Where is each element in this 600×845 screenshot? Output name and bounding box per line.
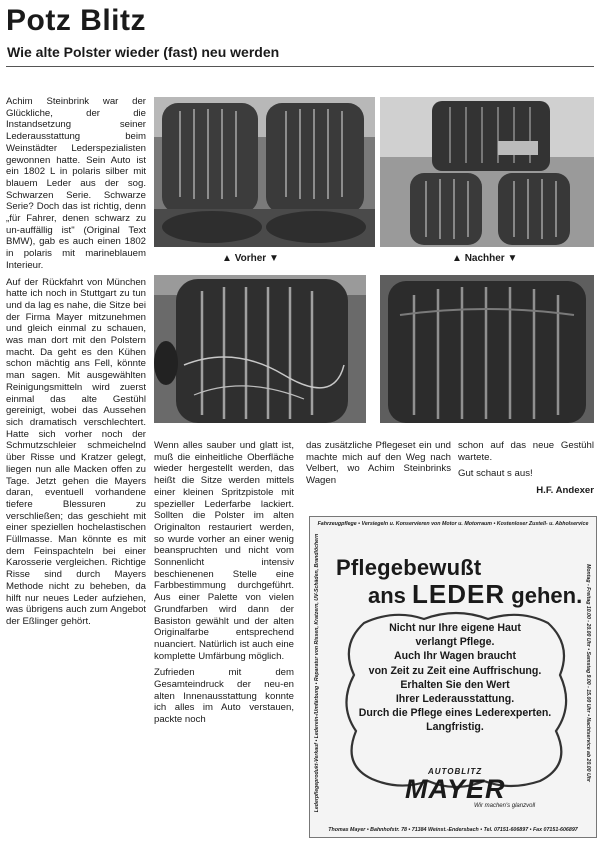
advertisement-box bbox=[309, 516, 597, 838]
ad-body-line: Ihrer Lederausstattung. bbox=[395, 693, 515, 706]
photo-before-seat-closeup bbox=[154, 275, 366, 423]
ad-bottom-banner: Thomas Mayer • Bahnhofstr. 78 • 71384 Weinst.-Endersbach • Tel. 07151-606897 • Fax 07151-606897 bbox=[328, 827, 578, 833]
ad-slogan: Wir machen's glanzvoll bbox=[474, 803, 536, 809]
photo-after-rear-seats bbox=[380, 97, 594, 247]
ad-body-line: verlangt Pflege. bbox=[415, 636, 495, 649]
article-paragraph: Achim Steinbrink war der Glückliche, der die Instandsetzung seiner Lederausstattung beim Weinstädter Lederspezialisten gewonnen hatte. Sein Auto ist ein 1802 L in polaris silber mit blauem Leder aus der sog. Schwarzen Serie. Schwarze Serie? Doch das ist richtig, denn „für Fahrer, denen schwarz zu un-auffällig ist" (Original Text BMW), gab es auch einen 1802 in polaris mit marineblauem Interieur. bbox=[6, 96, 146, 271]
title-divider bbox=[6, 66, 594, 67]
article-paragraph: schon auf das neue Gestühl wartete. bbox=[458, 440, 594, 463]
ad-body-line: Langfristig. bbox=[426, 721, 484, 734]
article-column-2 bbox=[154, 440, 294, 731]
ad-body-text bbox=[350, 621, 560, 735]
article-paragraph: das zusätzliche Pflegeset ein und machte mich auf den Weg nach Velbert, wo Achim Steinbrinks Wagen bbox=[306, 440, 451, 487]
ad-body-line: Auch Ihr Wagen braucht bbox=[393, 650, 517, 663]
caption-after-label: Nachher bbox=[464, 253, 505, 264]
ad-right-banner: Montag - Freitag 10.00 - 20.00 Uhr • Samstag 9.00 - 15.00 Uhr • Nachtservice ab 20.00 Uhr bbox=[585, 564, 591, 782]
ad-top-banner: Fahrzeugpflege • Versiegeln u. Konservieren von Motor u. Motorraum • Kostenloser Zustell- u. Abholservice bbox=[317, 521, 589, 527]
article-column-4 bbox=[458, 440, 594, 497]
ad-body-line: Durch die Pflege eines Lederexperten. bbox=[358, 707, 552, 720]
author-signoff: H.F. Andexer bbox=[536, 485, 594, 497]
article-column-1 bbox=[6, 96, 146, 633]
ad-body-line: von Zeit zu Zeit eine Auffrischung. bbox=[368, 664, 542, 677]
ad-left-banner: Lederpflegeprodukt-Verkauf • Lederein-/Umfärbung • Reparatur von Rissen, Kratzern, UV-Schäden, Brandlöchern bbox=[314, 533, 320, 813]
ad-body-line: Erhalten Sie den Wert bbox=[400, 678, 510, 691]
caption-before: ▲ Vorher ▼ bbox=[222, 253, 279, 264]
ad-headline-2-pre: ans bbox=[368, 583, 406, 608]
ad-brand-autoblitz: AUTOBLITZ bbox=[428, 767, 483, 776]
caption-after: ▲ Nachher ▼ bbox=[452, 253, 518, 264]
article-paragraph: Wenn alles sauber und glatt ist, muß die einheitliche Oberfläche wieder hergestellt werden, das heißt die Sitze werden mittels einer kleinen Spritzpistole mit spezieller Lederfarbe lackiert. Sollten die Polster im alten Originalton restauriert werden, so wurde vorher an einer wenig beanspruchten und nicht vom Sonnenlicht intensiv beschienenen Stelle eine Farbbestimmung durchgeführt. Aus einer Palette von vielen Grundfarben wird dann der Basiston gewählt und der alten Originalfarbe entsprechend nuanciert. Natürlich ist auch eine komplette Umfärbung möglich. bbox=[154, 440, 294, 662]
ad-body-line: Nicht nur Ihre eigene Haut bbox=[389, 622, 521, 634]
page-title: Potz Blitz bbox=[6, 4, 146, 37]
article-column-3 bbox=[306, 440, 451, 492]
article-paragraph: Zufrieden mit dem Gesamteindruck der neu-en alten Innenausstattung konnte ich alles im Auto verstauen, packte noch bbox=[154, 667, 294, 726]
article-paragraph: Auf der Rückfahrt von München hatte ich noch in Stuttgart zu tun und da lag es nahe, die Sitze bei der Firma Mayer mitzunehmen und gleich einmal zu schauen, was man dort mit den Polstern macht. Da geht es den Kühen schon mächtig ans Fell, könnte man sagen. Mit ausgewählten Reinigungsmitteln wird zuerst einmal das alte Gestühl gereinigt, wobei das Aussehen sich dramatisch verschlechtert. Hatte sich vorher noch der Schmutzschleier schmeichelnd über Risse und Kratzer gelegt, liegen nun alle Macken offen zu Tage. Jetzt gehen die Mayers daran, eventuell vorhandene tiefere Blessuren zu verschließen; das geschieht mit einer speziellen hochelastischen Füllmasse. Man könnte es mit dem Feinspachteln bei einer Karosserie vergleichen. Richtige Risse sind durch Mayers Methode nicht zu beheben, da hilft nur neues Leder aufziehen, was übrigens auch zum Angebot der Eßlinger gehört. bbox=[6, 276, 146, 627]
ad-headline-2-leder: LEDER bbox=[412, 579, 506, 609]
page-subtitle: Wie alte Polster wieder (fast) neu werden bbox=[7, 44, 280, 60]
ad-brand-mayer-logo: MAYER bbox=[405, 774, 506, 804]
ad-headline-2-post: gehen. bbox=[511, 583, 583, 608]
article-paragraph: Gut schaut s aus! bbox=[458, 468, 533, 480]
photo-before-front-seats bbox=[154, 97, 375, 247]
caption-before-label: Vorher bbox=[234, 253, 267, 264]
photo-after-seat-closeup bbox=[380, 275, 594, 423]
ad-headline-1: Pflegebewußt bbox=[336, 555, 482, 580]
